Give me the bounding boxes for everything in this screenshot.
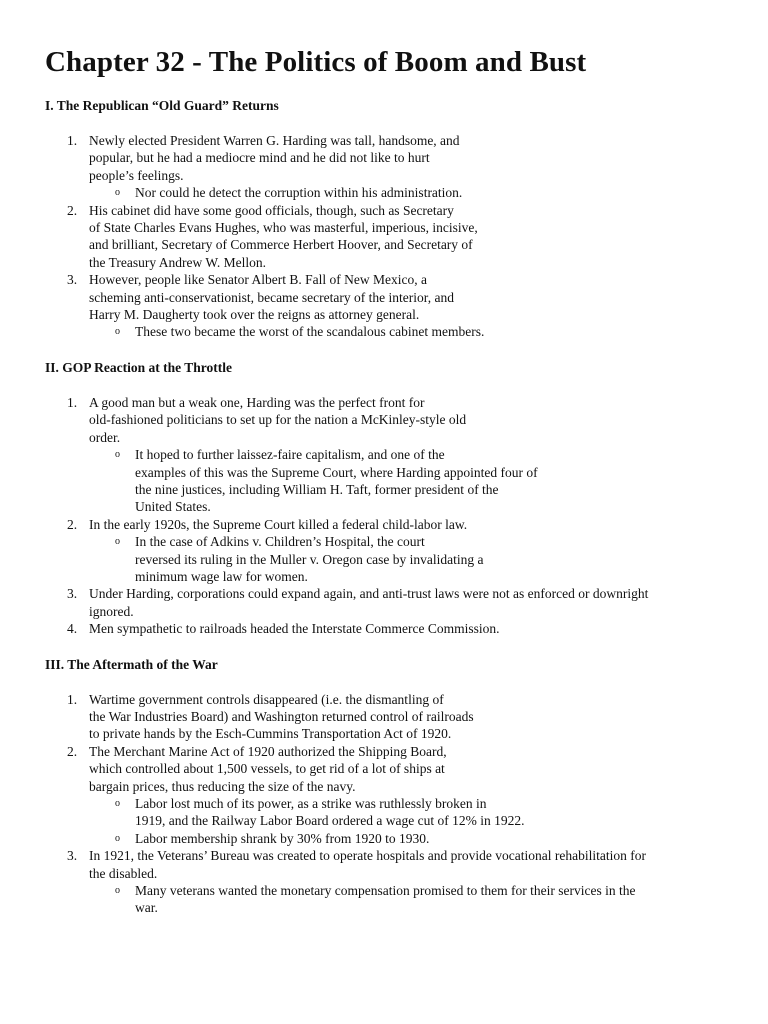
circle-bullet-icon: o (115, 832, 120, 844)
list-item-text-line: order. (89, 429, 121, 445)
sub-list-item-text-line: It hoped to further laissez-faire capitalism, and one of the (135, 447, 445, 463)
list-item-text-line: Newly elected President Warren G. Harding was tall, handsome, and (89, 133, 460, 148)
sub-list-item-text-line: Nor could he detect the corruption within his administration. (135, 185, 463, 201)
list-item-text-line: In the early 1920s, the Supreme Court killed a federal child-labor law. (89, 516, 468, 532)
list-item-number: 2. (67, 202, 78, 218)
list-item-number: 2. (67, 743, 78, 759)
sub-list-item-text-line: war. (135, 900, 158, 916)
circle-bullet-icon: o (115, 536, 120, 548)
sub-list-item (89, 323, 738, 340)
circle-bullet-icon: o (115, 798, 120, 809)
list-item-text-line: However, people like Senator Albert B. Fall of New Mexico, a (89, 272, 427, 288)
sub-list-item (89, 830, 738, 847)
section-heading: I. The Republican “Old Guard” Returns (45, 98, 279, 113)
sub-list-item (89, 184, 738, 201)
sub-list-item-text-line: Many veterans wanted the monetary compensation promised to them for their services in the (135, 883, 636, 899)
sub-list-item-text-line: These two became the worst of the scandalous cabinet members. (135, 324, 485, 340)
list-item-text-line: popular, but he had a mediocre mind and he did not like to hurt (89, 150, 430, 166)
section-heading: II. GOP Reaction at the Throttle (45, 359, 232, 375)
sub-list-item (89, 882, 738, 917)
circle-bullet-icon: o (115, 187, 120, 199)
sub-list-item-text-line: minimum wage law for women. (135, 568, 308, 584)
document-body (45, 97, 738, 917)
list-item-number: 1. (67, 691, 78, 707)
section-heading: III. The Aftermath of the War (45, 656, 218, 672)
list-item-text-line: Under Harding, corporations could expand again, and anti-trust laws were not as enforced or downright (89, 586, 649, 602)
sub-list (89, 184, 738, 201)
list-item-text-line: old-fashioned politicians to set up for the nation a McKinley-style old (89, 412, 467, 428)
list-item-text-line: of State Charles Evans Hughes, who was masterful, imperious, incisive, (89, 220, 478, 236)
list-item-number: 2. (67, 516, 78, 532)
list-item-text-line: people’s feelings. (89, 167, 184, 183)
sub-list (89, 533, 738, 585)
list-item (45, 516, 738, 586)
list-item-text-line: bargain prices, thus reducing the size of the navy. (89, 778, 356, 794)
list-item-number: 1. (67, 133, 78, 148)
sub-list-item-text-line: In the case of Adkins v. Children’s Hospital, the court (135, 534, 425, 550)
list-item (45, 691, 738, 743)
sub-list-item-text-line: United States. (135, 499, 211, 515)
list-item-text-line: Wartime government controls disappeared (i.e. the dismantling of (89, 691, 444, 707)
list-item-text-line: Harry M. Daugherty took over the reigns as attorney general. (89, 307, 420, 323)
sub-list-item-text-line: Labor membership shrank by 30% from 1920 to 1930. (135, 830, 430, 846)
sub-list-item-text-line: examples of this was the Supreme Court, where Harding appointed four of (135, 464, 538, 480)
numbered-list (45, 394, 738, 638)
list-item (45, 271, 738, 341)
list-item-text-line: and brilliant, Secretary of Commerce Herbert Hoover, and Secretary of (89, 237, 473, 253)
circle-bullet-icon: o (115, 326, 120, 338)
list-item-text-line: His cabinet did have some good officials, though, such as Secretary (89, 202, 454, 218)
list-item (45, 743, 738, 847)
sub-list-item-text-line: Labor lost much of its power, as a strike was ruthlessly broken in (135, 796, 487, 811)
sub-list-item (89, 533, 738, 585)
list-item-text-line: to private hands by the Esch-Cummins Transportation Act of 1920. (89, 726, 452, 742)
sub-list-item-text-line: the nine justices, including William H. Taft, former president of the (135, 481, 499, 497)
list-item-text-line: the disabled. (89, 865, 158, 881)
numbered-list (45, 132, 738, 341)
sub-list (89, 882, 738, 917)
list-item (45, 132, 738, 202)
list-item-text-line: the Treasury Andrew W. Mellon. (89, 254, 266, 270)
sub-list-item-text-line: reversed its ruling in the Muller v. Oregon case by invalidating a (135, 551, 484, 567)
sub-list (89, 323, 738, 340)
list-item-text-line: The Merchant Marine Act of 1920 authorized the Shipping Board, (89, 743, 447, 759)
list-item-text-line: Men sympathetic to railroads headed the Interstate Commerce Commission. (89, 621, 500, 637)
circle-bullet-icon: o (115, 885, 120, 897)
list-item-number: 3. (67, 272, 78, 288)
list-item (45, 585, 738, 620)
list-item-text-line: the War Industries Board) and Washington returned control of railroads (89, 708, 474, 724)
list-item-number: 4. (67, 621, 78, 637)
list-item-text-line: scheming anti-conservationist, became secretary of the interior, and (89, 289, 454, 305)
list-item-number: 3. (67, 848, 78, 864)
list-item-text-line: ignored. (89, 603, 134, 619)
list-item-number: 1. (67, 394, 78, 410)
page-title: Chapter 32 - The Politics of Boom and Bust (45, 46, 587, 78)
list-item-text-line: In 1921, the Veterans’ Bureau was created to operate hospitals and provide vocational rehabilitation for (89, 848, 646, 864)
sub-list (89, 446, 738, 516)
sub-list (89, 795, 738, 847)
list-item (45, 620, 738, 637)
list-item (45, 847, 738, 917)
circle-bullet-icon: o (115, 449, 120, 461)
sub-list-item (89, 795, 738, 830)
list-item-text-line: A good man but a weak one, Harding was the perfect front for (89, 394, 425, 410)
sub-list-item (89, 446, 738, 516)
list-item-number: 3. (67, 586, 78, 602)
list-item (45, 394, 738, 516)
list-item-text-line: which controlled about 1,500 vessels, to get rid of a lot of ships at (89, 761, 445, 777)
numbered-list (45, 691, 738, 917)
sub-list-item-text-line: 1919, and the Railway Labor Board ordered a wage cut of 12% in 1922. (135, 813, 525, 829)
list-item (45, 202, 738, 272)
